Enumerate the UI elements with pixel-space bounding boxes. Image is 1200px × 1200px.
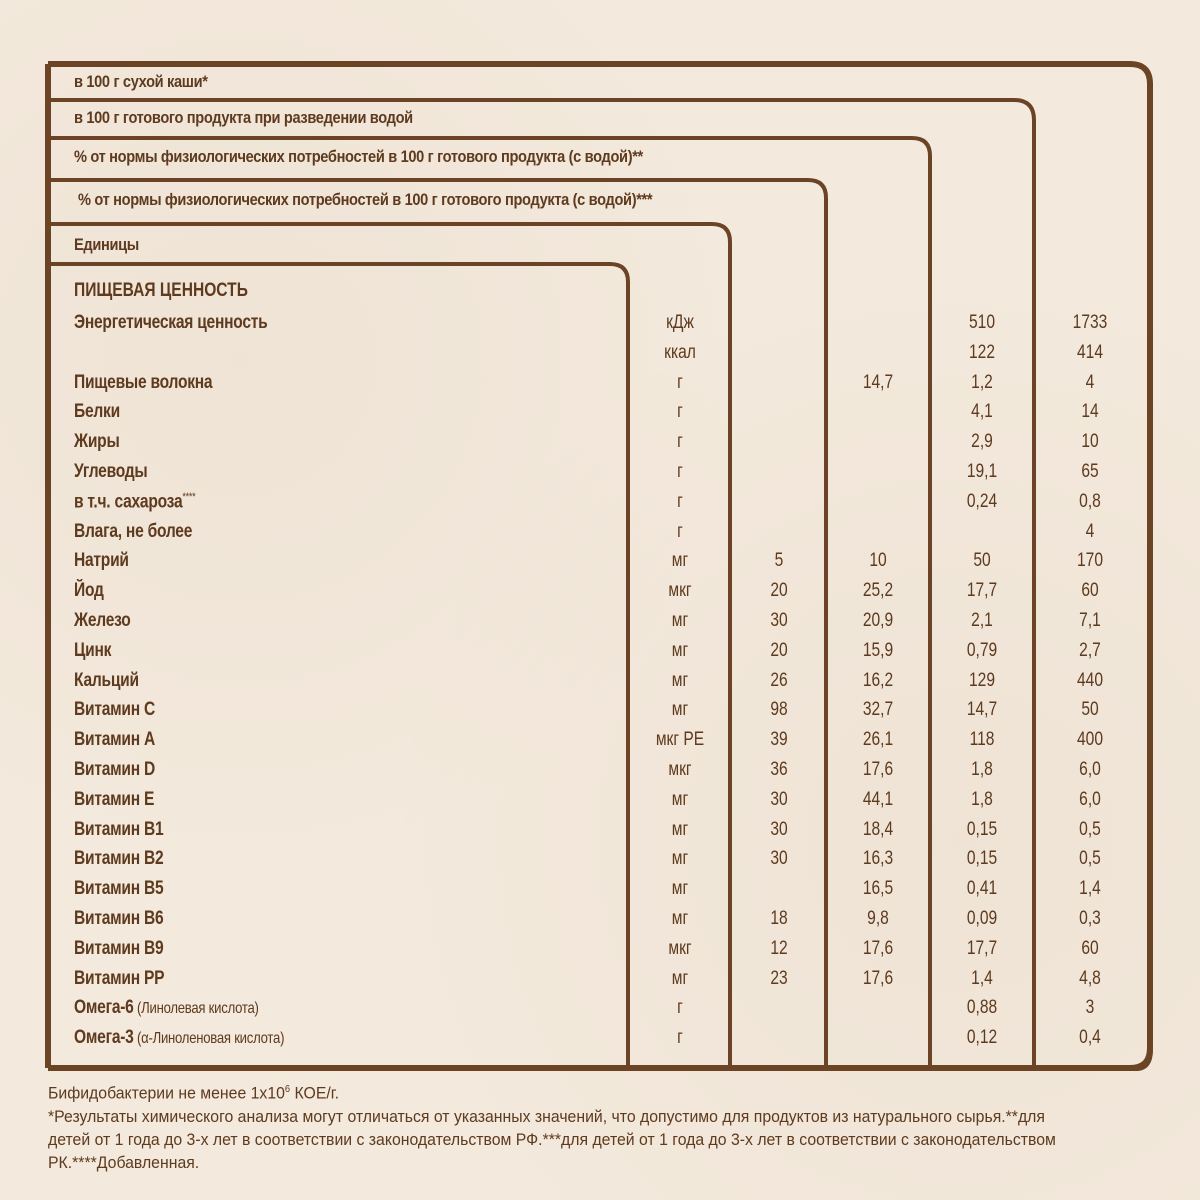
nutrient-name-text: Углеводы: [74, 461, 148, 482]
table-row: [0, 521, 1200, 551]
nutrient-name-text: Витамин В2: [74, 848, 164, 870]
unit-cell: г: [677, 401, 683, 423]
prepared-value-cell: 4,1: [971, 401, 993, 423]
nutrient-name: [74, 938, 163, 960]
table-row: [0, 699, 1200, 729]
dry-value-cell: 414: [1076, 341, 1103, 363]
nutrient-name: [74, 610, 131, 632]
unit-cell: мг: [671, 610, 689, 631]
nutrient-name: [74, 550, 129, 572]
unit-cell: мг: [671, 699, 689, 721]
prepared-value-cell: 1,8: [971, 759, 993, 780]
nutrient-name-text: Витамин В1: [74, 818, 164, 840]
table-row: [0, 789, 1200, 819]
nutrient-name-text: Витамин В6: [74, 908, 164, 929]
norm-rf-cell: 16,3: [862, 848, 894, 870]
table-row: [0, 670, 1200, 700]
prepared-value-cell: 0,88: [966, 997, 998, 1019]
unit-cell: г: [677, 490, 683, 512]
prepared-value-cell: 0,15: [966, 848, 998, 870]
table-row: [0, 312, 1200, 342]
norm-rf-cell: 17,6: [862, 967, 894, 989]
norm-rf-cell: 16,5: [862, 878, 894, 900]
table-row: [0, 878, 1200, 908]
nutrient-name: [74, 819, 163, 841]
table-row: [0, 342, 1200, 372]
unit-cell: г: [677, 371, 683, 393]
norm-rk-cell: 30: [770, 610, 788, 631]
header-prepared-product: в 100 г готового продукта при разведении водой: [74, 108, 413, 127]
norm-rf-cell: 32,7: [862, 699, 894, 721]
norm-rf-cell: 10: [869, 550, 887, 572]
unit-cell: мкг: [668, 759, 692, 780]
nutrient-name-text: Йод: [74, 580, 104, 602]
prepared-value-cell: 2,1: [971, 610, 993, 631]
dry-value-cell: 0,3: [1079, 908, 1101, 929]
prepared-value-cell: 14,7: [966, 699, 998, 721]
unit-cell: мг: [671, 818, 689, 840]
nutrient-name: [74, 908, 163, 930]
unit-cell: мг: [671, 669, 689, 691]
prepared-value-cell: 0,24: [966, 490, 998, 512]
footnotes: *Результаты химического анализа могут отличаться от указанных значений, что допустимо для продуктов из натурального сырья.**для детей от 1 года до 3-х лет в соответствии с законодательством РФ.***для детей от 1 года до 3-х лет в соответствии с законодательством РК.****Добавленная.: [48, 1106, 1056, 1172]
table-row: [0, 908, 1200, 938]
section-title: ПИЩЕВАЯ ЦЕННОСТЬ: [74, 280, 248, 301]
nutrient-name: [74, 401, 120, 423]
nutrient-name-text: Витамин В5: [74, 878, 164, 900]
unit-cell: мкг: [668, 937, 692, 959]
norm-rf-cell: 44,1: [862, 788, 894, 810]
nutrient-name: [74, 878, 163, 900]
prepared-value-cell: 118: [969, 729, 995, 751]
dry-value-cell: 0,4: [1079, 1027, 1101, 1049]
nutrient-name-text: Кальций: [74, 669, 139, 691]
bifido-note: Бифидобактерии не менее $1x10^6$ КОЕ/г.: [48, 1083, 340, 1103]
nutrient-name: [74, 968, 164, 990]
nutrient-name: [74, 997, 259, 1019]
nutrient-name-text: Витамин D: [74, 759, 156, 780]
table-row: [0, 997, 1200, 1027]
nutrient-name: [74, 848, 163, 870]
nutrient-name-text: Пищевые волокна: [74, 371, 213, 393]
unit-cell: мг: [671, 788, 689, 810]
norm-rf-cell: 16,2: [862, 669, 894, 691]
nutrient-name: [74, 670, 139, 692]
norm-rf-cell: 20,9: [862, 610, 894, 631]
nutrient-name-text: Витамин В9: [74, 937, 164, 959]
norm-rk-cell: 18: [770, 908, 788, 929]
norm-rf-cell: 26,1: [862, 729, 894, 751]
nutrient-name-text: в т.ч. сахароза: [74, 491, 183, 513]
dry-value-cell: 14: [1081, 401, 1099, 423]
dry-value-cell: 4,8: [1079, 967, 1101, 989]
dry-value-cell: 4: [1085, 520, 1095, 542]
header-norm-rf: % от нормы физиологических потребностей в 100 г готового продукта (с водой)**: [74, 147, 643, 166]
unit-cell: г: [677, 520, 683, 542]
prepared-value-cell: 0,79: [966, 639, 998, 661]
nutrient-name-text: Белки: [74, 401, 120, 423]
table-row: [0, 729, 1200, 759]
prepared-value-cell: 19,1: [966, 461, 998, 482]
norm-rk-cell: 23: [770, 967, 788, 989]
dry-value-cell: 0,5: [1079, 848, 1101, 870]
dry-value-cell: 10: [1081, 431, 1099, 453]
nutrient-note: (Линолевая кислота): [133, 1000, 259, 1018]
dry-value-cell: 2,7: [1079, 639, 1101, 661]
nutrient-name: [74, 729, 155, 751]
norm-rf-cell: 15,9: [862, 639, 894, 661]
prepared-value-cell: 17,7: [966, 580, 998, 602]
norm-rk-cell: 20: [770, 580, 788, 602]
unit-cell: кДж: [666, 312, 694, 333]
prepared-value-cell: 2,9: [971, 431, 993, 453]
nutrient-name: [74, 312, 267, 334]
nutrient-name-text: Энергетическая ценность: [74, 312, 268, 333]
norm-rk-cell: 30: [770, 818, 788, 840]
footer-notes: [48, 1078, 1080, 1174]
table-row: [0, 968, 1200, 998]
unit-cell: г: [677, 431, 683, 453]
table-row: [0, 372, 1200, 402]
nutrient-name-text: Натрий: [74, 550, 129, 572]
norm-rk-cell: 5: [774, 550, 784, 572]
unit-cell: мкг РЕ: [655, 729, 705, 751]
norm-rf-cell: 17,6: [862, 759, 894, 780]
nutrient-name-text: Витамин Е: [74, 788, 155, 810]
nutrient-name-text: Омега-3: [74, 1027, 134, 1049]
norm-rf-cell: 9,8: [867, 908, 889, 929]
nutrient-note: (α-Линоленовая кислота): [133, 1030, 285, 1048]
table-row: [0, 848, 1200, 878]
prepared-value-cell: 1,2: [971, 371, 993, 393]
norm-rf-cell: 14,7: [862, 371, 894, 393]
dry-value-cell: 7,1: [1079, 610, 1101, 631]
table-row: [0, 461, 1200, 491]
nutrient-name: [74, 759, 155, 781]
nutrient-name-text: Витамин А: [74, 729, 156, 751]
nutrient-name: [74, 1027, 284, 1049]
prepared-value-cell: 0,12: [966, 1027, 998, 1049]
nutrient-name: [74, 699, 155, 721]
table-row: [0, 491, 1200, 521]
norm-rk-cell: 20: [770, 639, 788, 661]
norm-rk-cell: 12: [770, 937, 788, 959]
unit-cell: г: [677, 997, 683, 1019]
dry-value-cell: 6,0: [1079, 759, 1101, 780]
nutrient-name-text: Цинк: [74, 639, 112, 661]
dry-value-cell: 400: [1076, 729, 1103, 751]
norm-rf-cell: 17,6: [862, 937, 894, 959]
nutrient-name: [74, 431, 120, 453]
prepared-value-cell: 0,41: [966, 878, 998, 900]
nutrient-name: [74, 491, 195, 513]
header-norm-rk: % от нормы физиологических потребностей в 100 г готового продукта (с водой)***: [78, 190, 653, 209]
prepared-value-cell: 1,4: [971, 967, 993, 989]
dry-value-cell: 170: [1076, 550, 1103, 572]
dry-value-cell: 50: [1081, 699, 1099, 721]
dry-value-cell: 6,0: [1079, 788, 1101, 810]
dry-value-cell: 1,4: [1079, 878, 1101, 900]
table-row: [0, 610, 1200, 640]
unit-cell: ккал: [664, 341, 696, 363]
unit-cell: мкг: [668, 580, 692, 602]
norm-rk-cell: 30: [770, 788, 788, 810]
nutrient-name: [74, 580, 104, 602]
nutrient-name: [74, 521, 192, 543]
dry-value-cell: 4: [1085, 371, 1095, 393]
norm-rf-cell: 18,4: [862, 818, 894, 840]
table-row: [0, 431, 1200, 461]
unit-cell: г: [677, 1027, 683, 1049]
nutrient-name-text: Витамин С: [74, 699, 156, 721]
unit-cell: мг: [671, 908, 689, 929]
unit-cell: мг: [671, 848, 689, 870]
table-row: [0, 819, 1200, 849]
prepared-value-cell: 1,8: [971, 788, 993, 810]
dry-value-cell: 0,8: [1079, 490, 1101, 512]
nutrient-name: [74, 640, 111, 662]
norm-rk-cell: 39: [770, 729, 788, 751]
prepared-value-cell: 0,09: [966, 908, 998, 929]
prepared-value-cell: 17,7: [966, 937, 998, 959]
header-dry-cereal: в 100 г сухой каши*: [74, 72, 208, 91]
unit-cell: мг: [671, 878, 689, 900]
header-units: Единицы: [74, 235, 139, 254]
nutrient-name-text: Жиры: [74, 431, 120, 453]
dry-value-cell: 65: [1081, 461, 1099, 482]
dry-value-cell: 1733: [1072, 312, 1108, 333]
nutrient-name-text: Влага, не более: [74, 520, 193, 542]
dry-value-cell: 60: [1081, 580, 1099, 602]
dry-value-cell: 3: [1085, 997, 1095, 1019]
nutrient-name: [74, 461, 147, 483]
footnote-marker: ****: [182, 490, 196, 503]
unit-cell: г: [677, 461, 683, 482]
nutrient-name: [74, 789, 154, 811]
nutrient-name-text: Омега-6: [74, 997, 134, 1019]
nutrient-name: [74, 372, 212, 394]
unit-cell: мг: [671, 967, 689, 989]
dry-value-cell: 60: [1081, 937, 1099, 959]
nutrient-name-text: Витамин РР: [74, 967, 165, 989]
prepared-value-cell: 50: [973, 550, 991, 572]
norm-rk-cell: 98: [770, 699, 788, 721]
prepared-value-cell: 129: [968, 669, 995, 691]
norm-rk-cell: 26: [770, 669, 788, 691]
table-row: [0, 580, 1200, 610]
dry-value-cell: 0,5: [1079, 818, 1101, 840]
prepared-value-cell: 122: [968, 341, 995, 363]
table-row: [0, 640, 1200, 670]
table-row: [0, 1027, 1200, 1057]
table-row: [0, 938, 1200, 968]
nutrient-name-text: Железо: [74, 610, 131, 631]
unit-cell: мг: [671, 639, 689, 661]
table-row: [0, 401, 1200, 431]
norm-rk-cell: 36: [770, 759, 788, 780]
table-row: [0, 550, 1200, 580]
norm-rk-cell: 30: [770, 848, 788, 870]
dry-value-cell: 440: [1076, 669, 1103, 691]
table-row: [0, 759, 1200, 789]
prepared-value-cell: 510: [968, 312, 995, 333]
norm-rf-cell: 25,2: [862, 580, 894, 602]
unit-cell: мг: [671, 550, 689, 572]
prepared-value-cell: 0,15: [966, 818, 998, 840]
